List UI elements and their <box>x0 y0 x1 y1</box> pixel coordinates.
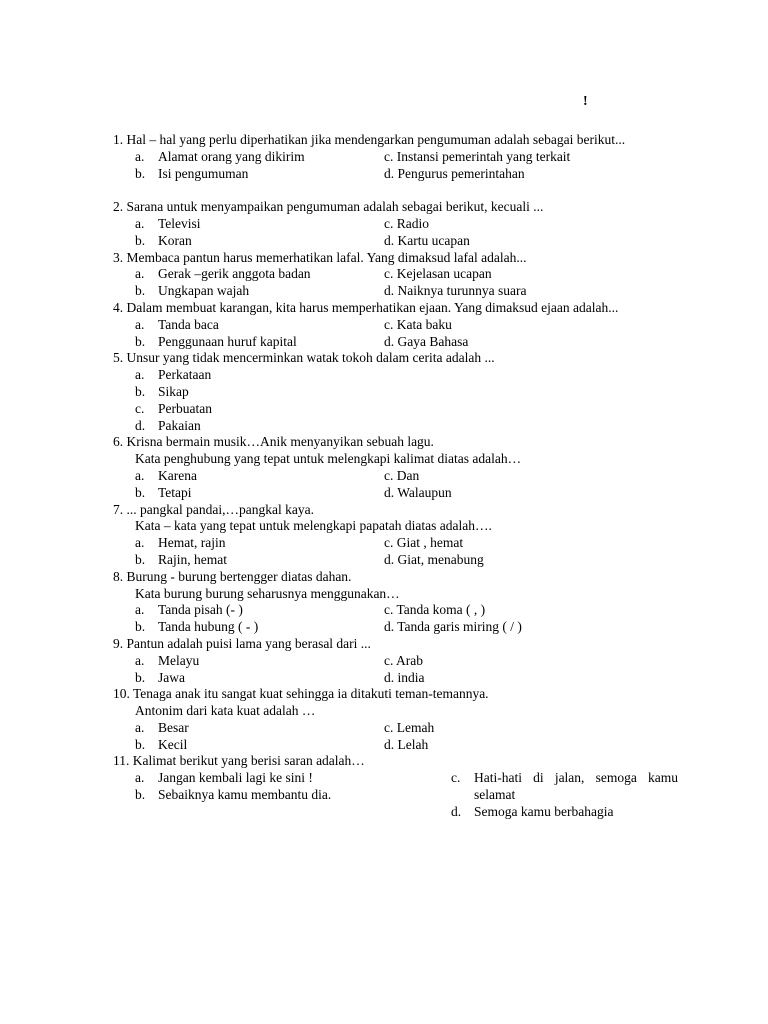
question-4 <box>113 300 683 350</box>
question-1 <box>113 132 683 182</box>
question-list <box>113 132 683 821</box>
option-5d: d. Pakaian <box>135 417 201 433</box>
option-10c: c. Lemah <box>384 719 435 735</box>
question-9 <box>113 636 683 686</box>
option-7d: d. Giat, menabung <box>384 551 484 567</box>
option-4a: a. Tanda baca <box>135 316 219 332</box>
question-2 <box>113 199 683 249</box>
question-10-stem: 10. Tenaga anak itu sangat kuat sehingga ia ditakuti teman-temannya. <box>113 686 489 702</box>
question-10-prompt: Antonim dari kata kuat adalah … <box>135 703 316 719</box>
option-2d: d. Kartu ucapan <box>384 232 470 248</box>
question-10 <box>113 686 683 753</box>
option-2a: a. Televisi <box>135 215 201 231</box>
option-7a: a. Hemat, rajin <box>135 535 226 551</box>
option-5b: b. Sikap <box>135 383 189 399</box>
question-6 <box>113 434 683 501</box>
option-10a: a. Besar <box>135 719 189 735</box>
option-6d: d. Walaupun <box>384 484 452 500</box>
option-1a: a. Alamat orang yang dikirim <box>135 148 305 164</box>
option-6b: b. Tetapi <box>135 484 192 500</box>
option-9d: d. india <box>384 669 425 685</box>
option-1c: c. Instansi pemerintah yang terkait <box>384 148 571 164</box>
option-4c: c. Kata baku <box>384 316 452 332</box>
option-11b: b. Sebaiknya kamu membantu dia. <box>135 787 332 803</box>
option-9a: a. Melayu <box>135 652 200 668</box>
question-8-prompt: Kata burung burung seharusnya menggunakan… <box>135 585 400 601</box>
option-1d: d. Pengurus pemerintahan <box>384 165 525 181</box>
question-4-stem: 4. Dalam membuat karangan, kita harus memperhatikan ejaan. Yang dimaksud ejaan adalah... <box>113 299 619 315</box>
option-3b: b. Ungkapan wajah <box>135 283 250 299</box>
option-11d: d. Semoga kamu berbahagia <box>451 803 614 819</box>
option-1b: b. Isi pengumuman <box>135 165 249 181</box>
option-7c: c. Giat , hemat <box>384 535 464 551</box>
question-5 <box>113 350 683 434</box>
option-8a: a. Tanda pisah (- ) <box>135 602 243 618</box>
option-3a: a. Gerak –gerik anggota badan <box>135 266 311 282</box>
option-2b: b. Koran <box>135 232 192 248</box>
question-8 <box>113 569 683 636</box>
option-8d: d. Tanda garis miring ( / ) <box>384 619 522 635</box>
option-5c: c. Perbuatan <box>135 400 212 416</box>
question-6-stem: 6. Krisna bermain musik…Anik menyanyikan sebuah lagu. <box>113 434 434 450</box>
option-6c: c. Dan <box>384 467 420 483</box>
option-3c: c. Kejelasan ucapan <box>384 266 492 282</box>
question-2-stem: 2. Sarana untuk menyampaikan pengumuman adalah sebagai berikut, kecuali ... <box>113 199 544 215</box>
option-10d: d. Lelah <box>384 736 429 752</box>
option-3d: d. Naiknya turunnya suara <box>384 283 527 299</box>
option-4b: b. Penggunaan huruf kapital <box>135 333 297 349</box>
option-11c: c. Hati-hati di jalan, semoga kamu <box>451 770 678 786</box>
option-8c: c. Tanda koma ( , ) <box>384 602 486 618</box>
option-4d: d. Gaya Bahasa <box>384 333 469 349</box>
option-6a: a. Karena <box>135 467 197 483</box>
question-9-stem: 9. Pantun adalah puisi lama yang berasal dari ... <box>113 635 371 651</box>
option-9c: c. Arab <box>384 652 423 668</box>
question-1-stem: 1. Hal – hal yang perlu diperhatikan jika mendengarkan pengumuman adalah sebagai berikut... <box>113 132 626 147</box>
option-2c: c. Radio <box>384 215 429 231</box>
option-9b: b. Jawa <box>135 669 185 685</box>
option-11c-cont: selamat <box>474 787 516 803</box>
question-11-stem: 11. Kalimat berikut yang berisi saran adalah… <box>113 753 365 769</box>
question-3 <box>113 250 683 300</box>
question-3-stem: 3. Membaca pantun harus memerhatikan lafal. Yang dimaksud lafal adalah... <box>113 249 527 265</box>
question-7-prompt: Kata – kata yang tepat untuk melengkapi papatah diatas adalah…. <box>135 518 492 534</box>
question-6-prompt: Kata penghubung yang tepat untuk melengkapi kalimat diatas adalah… <box>135 451 522 467</box>
question-11 <box>113 753 683 820</box>
question-8-stem: 8. Burung - burung bertengger diatas dahan. <box>113 568 352 584</box>
option-10b: b. Kecil <box>135 736 188 752</box>
option-7b: b. Rajin, hemat <box>135 551 227 567</box>
question-7-stem: 7. ... pangkal pandai,…pangkal kaya. <box>113 501 314 517</box>
question-7 <box>113 502 683 569</box>
option-11a: a. Jangan kembali lagi ke sini ! <box>135 770 313 786</box>
exclamation-mark: ! <box>583 94 588 109</box>
option-8b: b. Tanda hubung ( - ) <box>135 619 259 635</box>
option-5a: a. Perkataan <box>135 367 212 383</box>
question-5-stem: 5. Unsur yang tidak mencerminkan watak tokoh dalam cerita adalah ... <box>113 350 495 366</box>
